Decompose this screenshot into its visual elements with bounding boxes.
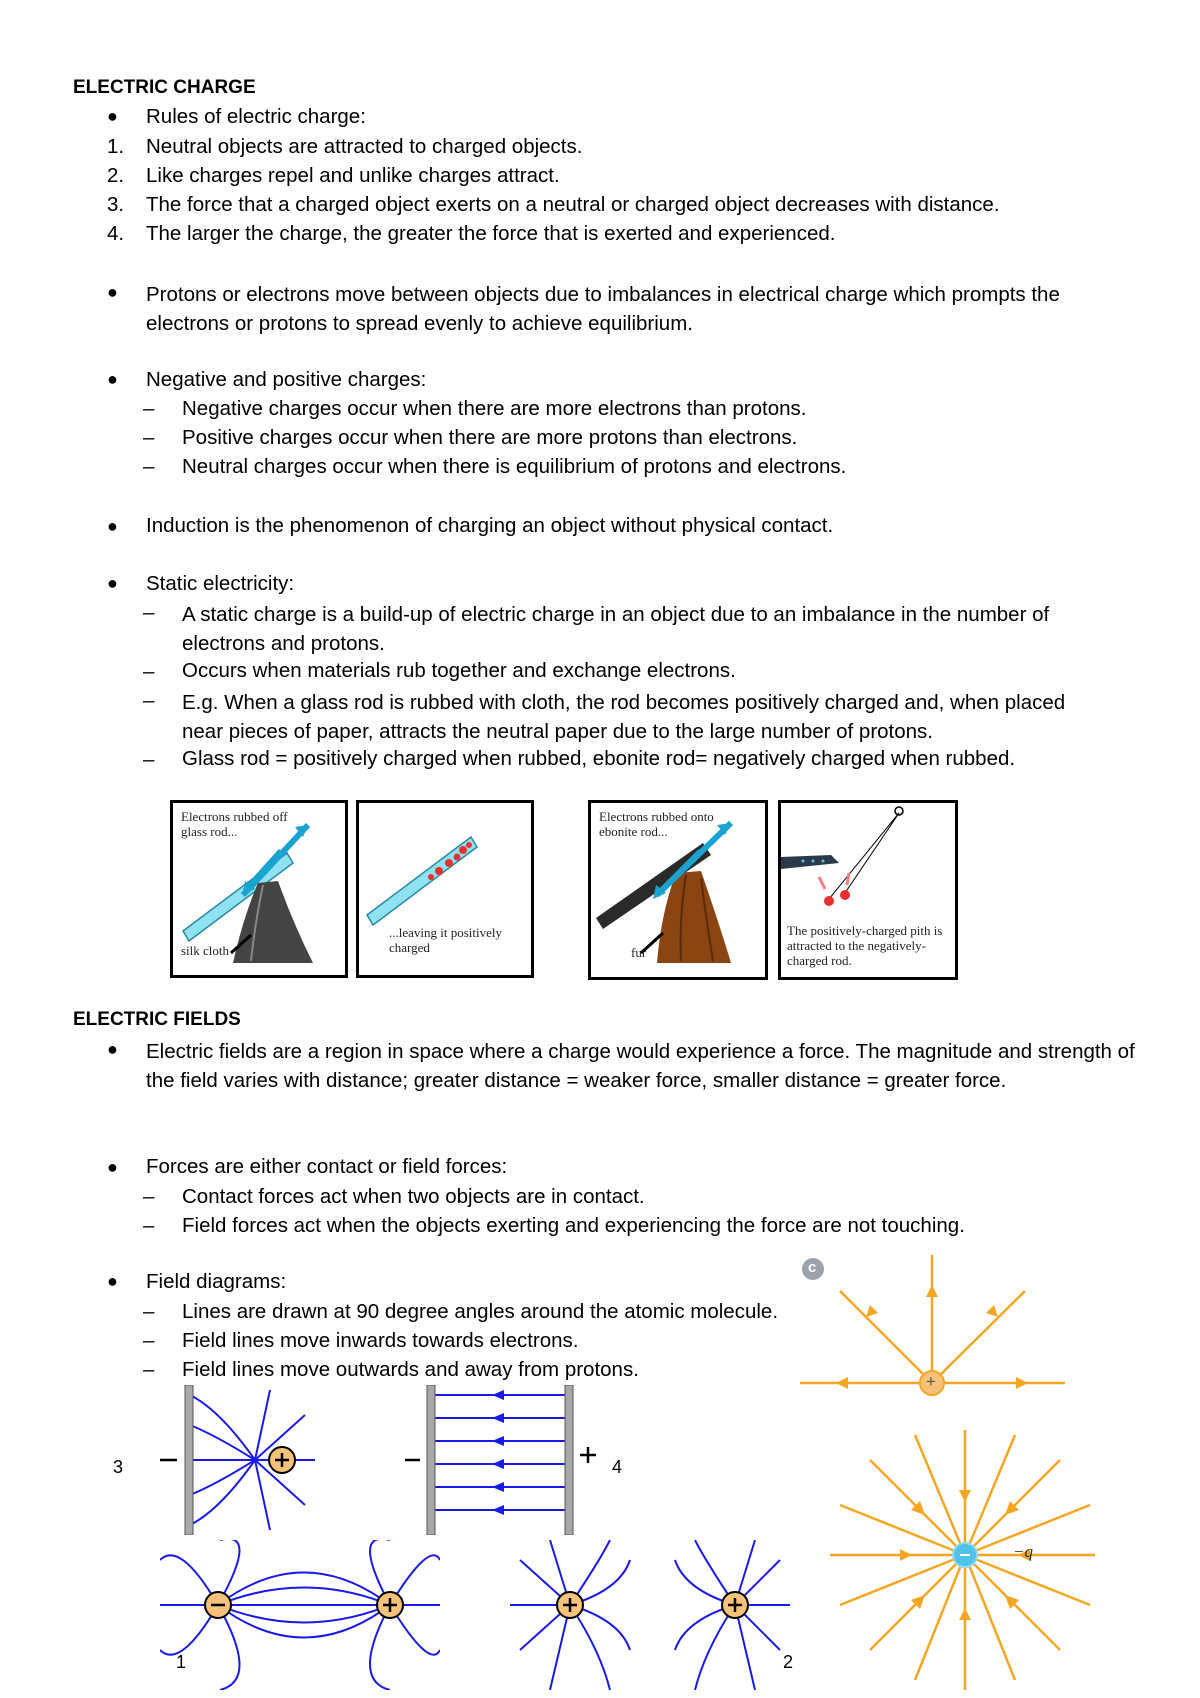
rule-item: The force that a charged object exerts on a neutral or charged object decreases with distance. xyxy=(146,193,1000,216)
dash: – xyxy=(143,660,155,683)
dash: – xyxy=(143,601,155,624)
dash: – xyxy=(143,1358,155,1381)
heading-electric-fields: ELECTRIC FIELDS xyxy=(73,1009,241,1030)
bullet: ● xyxy=(107,282,118,302)
rule-number: 1. xyxy=(107,135,125,158)
rule-number: 4. xyxy=(107,222,125,245)
figure-glass-rod-rubbed xyxy=(170,800,348,978)
diagram-label-1: 1 xyxy=(176,1652,187,1672)
static-item: Occurs when materials rub together and exchange electrons. xyxy=(182,659,736,682)
diagram-label-2: 2 xyxy=(783,1652,794,1672)
figure-pith-ball xyxy=(778,800,958,980)
figure-ebonite-rod-rubbed xyxy=(588,800,768,980)
diagram-label-3: 3 xyxy=(113,1457,124,1477)
neg-pos-item: Negative charges occur when there are more electrons than protons. xyxy=(182,397,807,420)
bullet: ● xyxy=(107,106,118,126)
diagrams-title: Field diagrams: xyxy=(146,1270,287,1293)
rule-item: The larger the charge, the greater the force that is exerted and experienced. xyxy=(146,222,836,245)
static-item: Glass rod = positively charged when rubbed, ebonite rod= negatively charged when rubbed. xyxy=(182,747,1016,770)
dash: – xyxy=(143,1329,155,1352)
static-item: E.g. When a glass rod is rubbed with cloth, the rod becomes positively charged and, when placed near pieces of paper, attracts the neutral paper due to the large number of protons. xyxy=(182,691,1066,743)
diagrams-item: Field lines move inwards towards electrons. xyxy=(182,1329,579,1352)
diagrams-item: Field lines move outwards and away from protons. xyxy=(182,1358,639,1381)
forces-title: Forces are either contact or field forces: xyxy=(146,1155,508,1178)
dash: – xyxy=(143,748,155,771)
dash: – xyxy=(143,1214,155,1237)
bullet: ● xyxy=(107,573,118,593)
static-title: Static electricity: xyxy=(146,572,295,595)
forces-item: Contact forces act when two objects are in contact. xyxy=(182,1185,645,1208)
bullet: ● xyxy=(107,1157,118,1177)
bullet: ● xyxy=(107,369,118,389)
diagram-label-c: c xyxy=(808,1259,817,1276)
glass-rod-bottom-caption: silk cloth xyxy=(181,943,230,958)
positive-charge-sign: + xyxy=(926,1372,936,1391)
induction-text: Induction is the phenomenon of charging an object without physical contact. xyxy=(146,514,834,537)
glass-rod-charged-caption: ...leaving it positively charged xyxy=(389,925,503,955)
field-diagram-two-positive xyxy=(510,1540,790,1690)
dash: – xyxy=(143,1300,155,1323)
diagram-label-4: 4 xyxy=(612,1457,623,1477)
dash: – xyxy=(143,455,155,478)
pith-ball-caption: The positively-charged pith is attracted to the negatively-charged rod. xyxy=(787,923,943,968)
field-diagram-plate-positive xyxy=(105,1385,345,1535)
field-diagram-parallel-plates xyxy=(400,1385,600,1535)
dash: – xyxy=(143,1185,155,1208)
dash: – xyxy=(143,689,155,712)
field-diagram-negative-point-charge xyxy=(825,1430,1095,1690)
neg-q-label: −q xyxy=(1013,1542,1033,1561)
rule-number: 2. xyxy=(107,164,125,187)
rule-item: Neutral objects are attracted to charged objects. xyxy=(146,135,583,158)
neg-pos-title: Negative and positive charges: xyxy=(146,368,427,391)
heading-electric-charge: ELECTRIC CHARGE xyxy=(73,77,256,98)
figure-glass-rod-charged xyxy=(356,800,534,978)
dash: – xyxy=(143,426,155,449)
neg-pos-item: Neutral charges occur when there is equilibrium of protons and electrons. xyxy=(182,455,847,478)
static-item: A static charge is a build-up of electric charge in an object due to an imbalance in the number of electrons and protons. xyxy=(182,603,1050,655)
glass-rod-top-caption: Electrons rubbed off glass rod... xyxy=(181,809,288,839)
neg-pos-item: Positive charges occur when there are more protons than electrons. xyxy=(182,426,798,449)
bullet: ● xyxy=(107,1039,118,1059)
ebonite-rod-top-caption: Electrons rubbed onto ebonite rod... xyxy=(599,809,714,839)
protons-electrons-paragraph: Protons or electrons move between objects due to imbalances in electrical charge which prompts the electrons or protons to spread evenly to achieve equilibrium. xyxy=(146,283,1060,335)
forces-item: Field forces act when the objects exerting and experiencing the force are not touching. xyxy=(182,1214,965,1237)
field-definition: Electric fields are a region in space where a charge would experience a force. The magnitude and strength of the field varies with distance; greater distance = weaker force, smaller distance = greater force. xyxy=(146,1040,1135,1092)
rules-title: Rules of electric charge: xyxy=(146,105,366,128)
ebonite-rod-bottom-caption: fur xyxy=(631,945,647,960)
field-diagram-dipole xyxy=(160,1540,440,1690)
diagrams-item: Lines are drawn at 90 degree angles around the atomic molecule. xyxy=(182,1300,779,1323)
bullet: ● xyxy=(107,516,118,536)
bullet: ● xyxy=(107,1271,118,1291)
rule-item: Like charges repel and unlike charges attract. xyxy=(146,164,560,187)
rule-number: 3. xyxy=(107,193,125,216)
dash: – xyxy=(143,397,155,420)
